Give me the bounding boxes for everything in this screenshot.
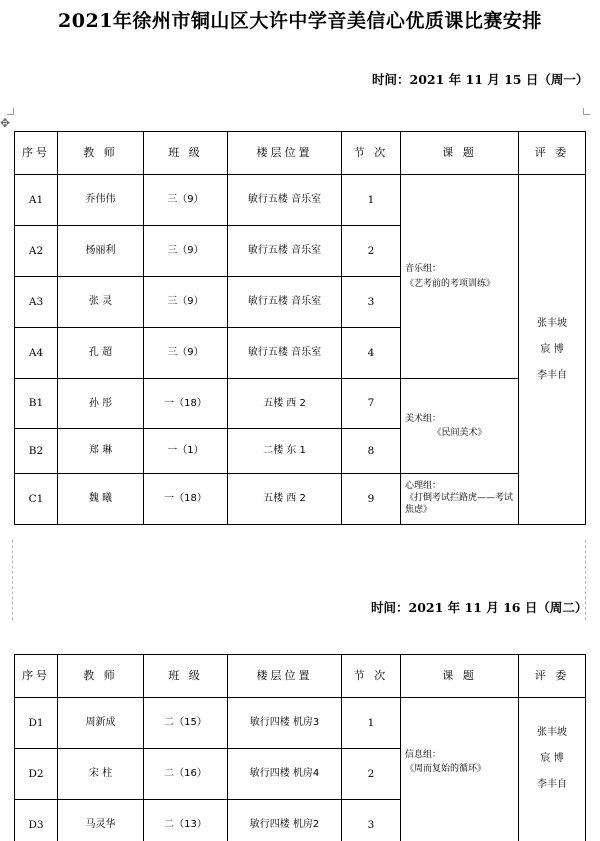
header-cell-teacher: 教 师 [58, 655, 144, 698]
header-cell-topic: 课 题 [401, 655, 519, 698]
row-id: D3 [15, 800, 58, 841]
judge-name: 李丰自 [537, 779, 567, 790]
row-id: A4 [15, 328, 58, 379]
header-cell-judges: 评 委 [519, 655, 586, 698]
topic-group-label: 美术组： [405, 413, 442, 424]
row-period: 3 [342, 277, 401, 328]
row-location: 五楼 西 2 [228, 474, 342, 525]
row-class: 三（9） [144, 175, 228, 226]
row-location: 敏行五楼 音乐室 [228, 328, 342, 379]
header-cell-teacher: 教 师 [58, 132, 144, 175]
row-teacher: 马灵华 [58, 800, 144, 841]
row-class: 一（18） [144, 474, 228, 525]
row-teacher: 杨丽利 [58, 226, 144, 277]
row-teacher: 孔 超 [58, 328, 144, 379]
row-class: 二（15） [144, 698, 228, 749]
row-id: D2 [15, 749, 58, 800]
row-location: 敏行四楼 机房2 [228, 800, 342, 841]
topic-title: 《打倒考试拦路虎——考试焦虑》 [405, 493, 514, 515]
judge-name: 张丰坡 [537, 727, 567, 738]
header-cell-period: 节 次 [342, 655, 401, 698]
header-cell-number: 序号 [15, 132, 58, 175]
row-id: B1 [15, 379, 58, 429]
row-class: 二（16） [144, 749, 228, 800]
topic-cell-it [401, 698, 519, 841]
row-location: 五楼 西 2 [228, 379, 342, 429]
row-teacher: 郑 琳 [58, 429, 144, 474]
row-period: 7 [342, 379, 401, 429]
row-teacher: 孙 彤 [58, 379, 144, 429]
row-period: 9 [342, 474, 401, 525]
header-cell-period: 节 次 [342, 132, 401, 175]
judges-cell [519, 698, 586, 841]
row-teacher: 宋 柱 [58, 749, 144, 800]
row-period: 4 [342, 328, 401, 379]
row-class: 三（9） [144, 328, 228, 379]
row-class: 二（13） [144, 800, 228, 841]
row-location: 敏行五楼 音乐室 [228, 175, 342, 226]
row-id: D1 [15, 698, 58, 749]
row-teacher: 周新成 [58, 698, 144, 749]
page-title: 2021年徐州市铜山区大许中学音美信心优质课比赛安排 [58, 10, 542, 32]
row-location: 二楼 东 1 [228, 429, 342, 474]
header-cell-location: 楼层位置 [228, 655, 342, 698]
topic-title: 《民间美术》 [432, 428, 487, 438]
row-location: 敏行四楼 机房4 [228, 749, 342, 800]
row-period: 8 [342, 429, 401, 474]
judge-name: 李丰自 [537, 369, 567, 381]
row-location: 敏行四楼 机房3 [228, 698, 342, 749]
row-id: C1 [15, 474, 58, 525]
row-location: 敏行五楼 音乐室 [228, 226, 342, 277]
row-teacher: 乔伟伟 [58, 175, 144, 226]
judge-name: 张丰坡 [537, 317, 567, 329]
judge-name: 宸 博 [540, 343, 564, 355]
row-location: 敏行五楼 音乐室 [228, 277, 342, 328]
topic-title: 《周而复始的循环》 [405, 764, 487, 775]
topic-group-label: 心理组： [405, 481, 442, 492]
row-period: 1 [342, 698, 401, 749]
row-period: 2 [342, 749, 401, 800]
row-class: 一（1） [144, 429, 228, 474]
schedule-table-tuesday [14, 654, 586, 841]
row-period: 3 [342, 800, 401, 841]
topic-group-label: 音乐组： [405, 264, 442, 275]
row-id: A1 [15, 175, 58, 226]
row-id: B2 [15, 429, 58, 474]
schedule-date-monday: 时间：2021 年 11 月 15 日（周一） [372, 72, 589, 87]
row-teacher: 魏 曦 [58, 474, 144, 525]
topic-group-label: 信息组： [405, 750, 442, 760]
row-period: 1 [342, 175, 401, 226]
row-class: 一（18） [144, 379, 228, 429]
row-class: 三（9） [144, 226, 228, 277]
table-header-row [15, 655, 586, 698]
table-move-handle-icon[interactable]: ✥ [0, 116, 11, 130]
row-period: 2 [342, 226, 401, 277]
judge-name: 宸 博 [540, 753, 564, 764]
header-cell-judges: 评 委 [519, 132, 586, 175]
table-row [15, 698, 586, 749]
row-class: 三（9） [144, 277, 228, 328]
topic-title: 《艺考前的考项训练》 [405, 278, 496, 289]
header-cell-location: 楼层位置 [228, 132, 342, 175]
row-id: A2 [15, 226, 58, 277]
header-cell-class: 班 级 [144, 132, 228, 175]
header-cell-class: 班 级 [144, 655, 228, 698]
header-cell-topic: 课 题 [401, 132, 519, 175]
row-id: A3 [15, 277, 58, 328]
schedule-date-tuesday: 时间：2021 年 11 月 16 日（周二） [371, 600, 588, 615]
header-cell-number: 序号 [15, 655, 58, 698]
row-teacher: 张 灵 [58, 277, 144, 328]
